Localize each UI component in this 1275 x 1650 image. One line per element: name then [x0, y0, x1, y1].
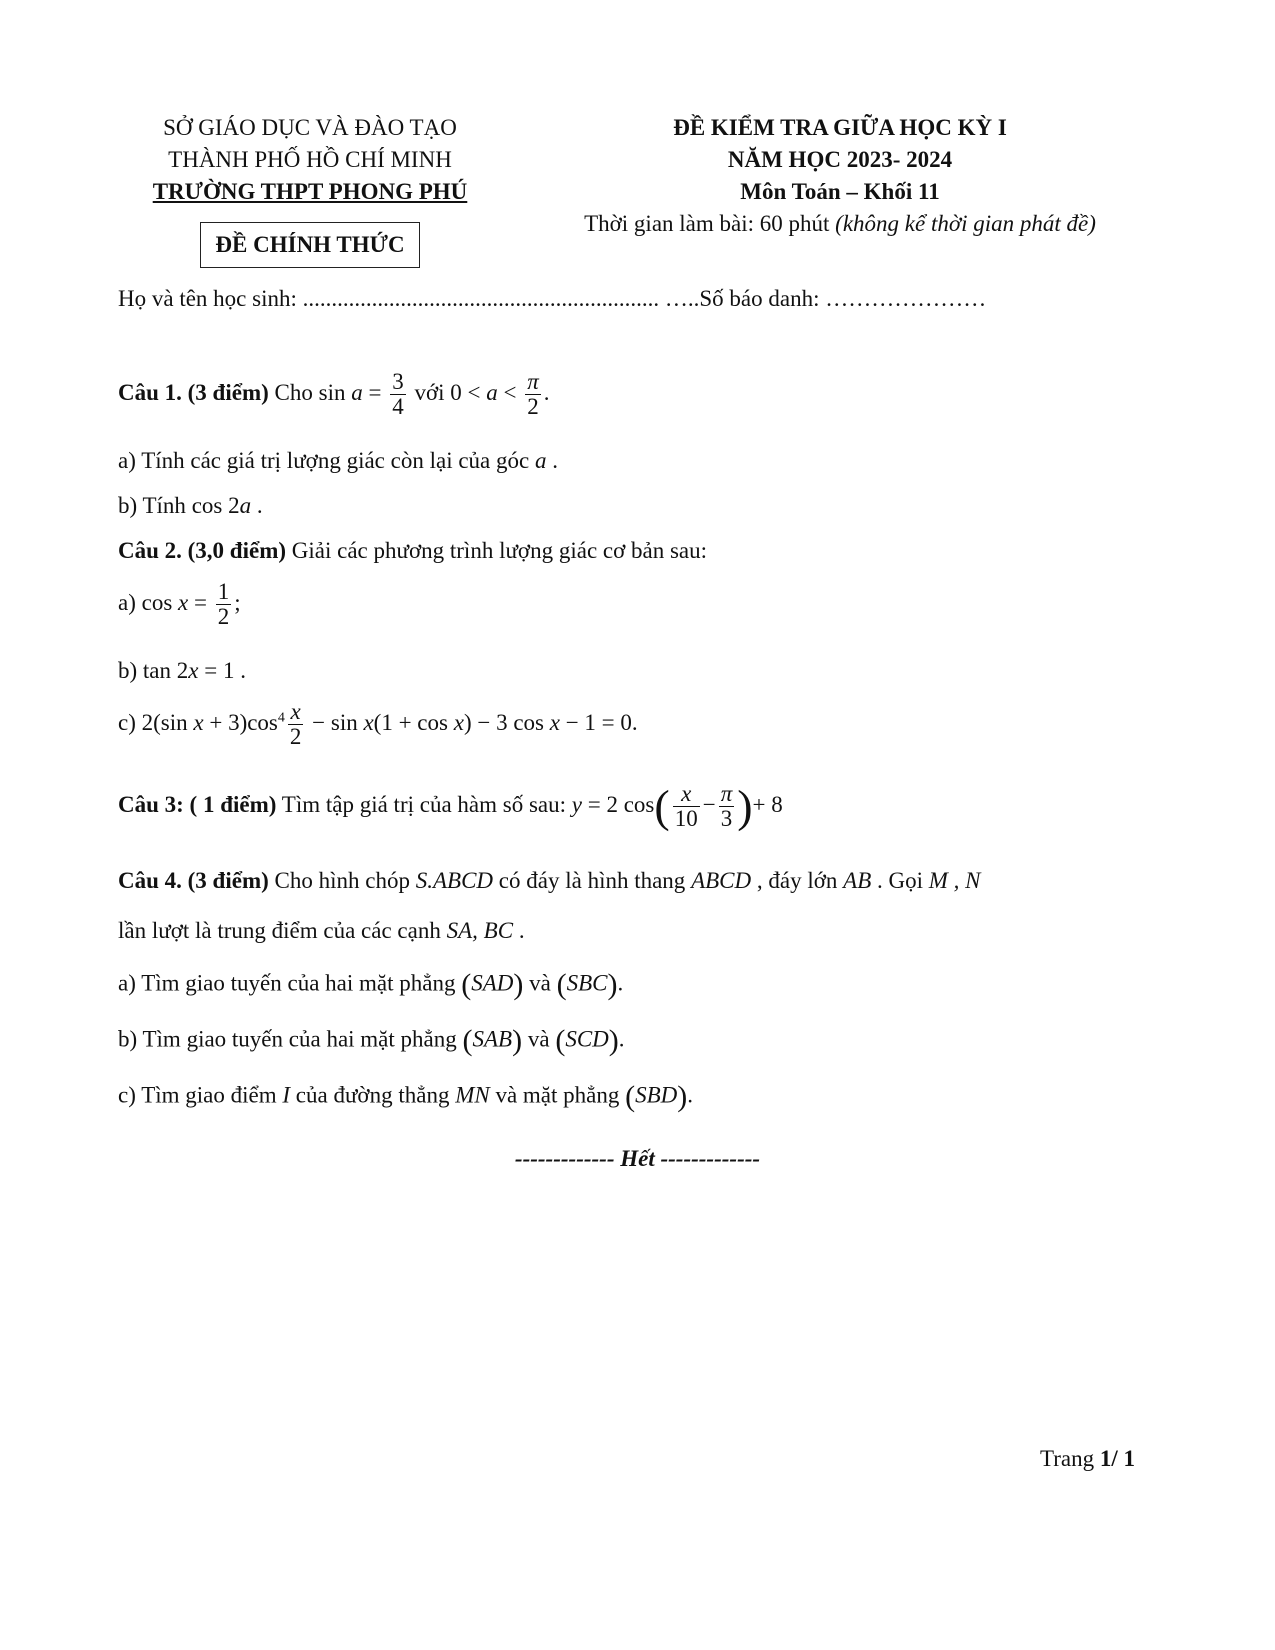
q4-a-plane-2: SBC: [566, 970, 608, 996]
q4-part-b: b) Tìm giao tuyến của hai mặt phẳng (SAB) và (SCD).: [118, 1024, 625, 1057]
q2-c-var-3: x: [453, 709, 464, 735]
q2-c-var-4: x: [549, 709, 560, 735]
q3-eq: = 2 cos: [581, 791, 655, 817]
q4-t1: có đáy là hình thang: [493, 868, 692, 893]
q1-sin: sin: [318, 379, 352, 405]
q1-part-b-var: a: [239, 493, 252, 518]
q3-f2-num: π: [720, 781, 733, 806]
q2-a-cos: cos: [141, 589, 179, 615]
q3-title: Câu 3: ( 1 điểm): [118, 791, 277, 817]
q1-ineq-var: a: [486, 379, 498, 405]
q1-part-a: [118, 448, 558, 474]
q3-minus: −: [702, 791, 716, 817]
q3-y: y: [571, 791, 582, 817]
name-dots: .............................................................. …..: [302, 286, 700, 311]
q2-c-sup: 4: [277, 710, 285, 726]
q2-c-den: 2: [289, 724, 302, 750]
q1-pi: π: [527, 369, 539, 394]
header-left: [100, 112, 520, 268]
q4-b-text: b) Tìm giao tuyến của hai mặt phẳng: [118, 1026, 463, 1052]
end-mark: ------------- Hết -------------: [514, 1146, 761, 1171]
school-name: TRƯỜNG THPT PHONG PHÚ: [152, 179, 468, 204]
q4-c-plane: SBD: [635, 1082, 678, 1108]
q1-part-b-text: b) Tính: [118, 493, 192, 518]
q1-pi-fraction: [525, 370, 541, 419]
q2-a-fraction: [216, 580, 232, 629]
q4-line-2: [118, 918, 525, 944]
q2-a-end: ;: [234, 589, 241, 615]
q4-base: ABCD: [691, 868, 752, 893]
q4-edges: SA, BC: [446, 918, 514, 943]
q2-c-num: x: [288, 700, 304, 725]
student-info-line: [118, 286, 986, 312]
q4-title: Câu 4. (3 điểm): [118, 868, 269, 893]
q2-b-var: x: [188, 658, 199, 683]
q2-b-end: = 1 .: [198, 658, 246, 683]
q2-a-label: a): [118, 589, 142, 615]
time-prefix: Thời gian làm bài: 60 phút: [584, 211, 836, 236]
q2-b-expr: tan 2: [142, 658, 189, 683]
q1-frac-num: 3: [392, 369, 404, 394]
header-right: [530, 112, 1150, 240]
q2-c-label: c): [118, 709, 142, 735]
q1-part-b-expr: cos 2: [191, 493, 240, 518]
subject: Môn Toán – Khối 11: [740, 179, 940, 204]
q1-part-a-end: .: [546, 448, 558, 473]
question-3: [118, 782, 783, 831]
q4-part-c: c) Tìm giao điểm I của đường thẳng MN và mặt phẳng (SBD).: [118, 1080, 694, 1113]
id-label: Số báo danh:: [699, 286, 826, 311]
q2-intro: Giải các phương trình lượng giác cơ bản sau:: [286, 538, 708, 563]
q4-a-plane-1: SAD: [471, 970, 514, 996]
q2-c-p3: − sin: [306, 709, 364, 735]
q4-c-i: I: [282, 1082, 291, 1108]
q1-fraction: [390, 370, 406, 419]
department-line-2: THÀNH PHỐ HỒ CHÍ MINH: [168, 147, 452, 172]
exam-title: ĐỀ KIỂM TRA GIỮA HỌC KỲ I: [673, 115, 1007, 140]
q2-c-var-2: x: [363, 709, 374, 735]
q4-c-mid: của đường thẳng: [290, 1082, 456, 1108]
q2-part-c: [118, 700, 638, 749]
q3-fraction-2: [719, 782, 735, 831]
q1-eq: =: [362, 379, 388, 405]
q3-f2-den: 3: [720, 806, 733, 832]
q4-t3: . Gọi: [871, 868, 929, 893]
q4-c-mn: MN: [455, 1082, 490, 1108]
q4-part-a: a) Tìm giao tuyến của hai mặt phẳng (SAD) và (SBC).: [118, 968, 624, 1001]
q1-with: với: [408, 379, 451, 405]
q1-part-a-var: a: [534, 448, 547, 473]
q2-title: Câu 2. (3,0 điểm): [118, 538, 287, 563]
q2-a-den: 2: [217, 604, 230, 630]
q2-c-p1: 2(sin: [141, 709, 194, 735]
school-year: NĂM HỌC 2023- 2024: [727, 147, 953, 172]
q3-tail: + 8: [752, 791, 783, 817]
q4-big-base: AB: [843, 868, 872, 893]
q3-f1-den: 10: [674, 806, 698, 832]
q2-a-var: x: [178, 589, 189, 615]
time-info: [530, 208, 1150, 240]
q2-c-fraction: [288, 700, 304, 749]
q2-c-p2: + 3)cos: [203, 709, 278, 735]
question-1: [118, 370, 550, 419]
q1-part-b: [118, 493, 263, 519]
q2-c-var-1: x: [193, 709, 204, 735]
question-4: [118, 868, 981, 894]
official-label: ĐỀ CHÍNH THỨC: [200, 222, 419, 268]
q2-part-a: [118, 580, 241, 629]
q2-c-p5: ) − 3 cos: [463, 709, 550, 735]
q2-c-p6: − 1 = 0.: [559, 709, 638, 735]
id-dots: …………………: [825, 286, 987, 311]
q1-intro: Cho: [268, 379, 319, 405]
q4-t2: , đáy lớn: [751, 868, 844, 893]
q4-b-and: và: [522, 1026, 556, 1052]
q1-ineq-mid: <: [497, 379, 523, 405]
q3-fraction-1: [673, 782, 700, 831]
q1-frac-den: 4: [392, 394, 404, 420]
q4-pyramid: S.ABCD: [415, 868, 494, 893]
q1-end: .: [543, 379, 550, 405]
q3-right-paren: ): [737, 780, 753, 832]
department-line-1: SỞ GIÁO DỤC VÀ ĐÀO TẠO: [163, 115, 457, 140]
q4-b-plane-1: SAB: [472, 1026, 513, 1052]
q4-line2-text: lần lượt là trung điểm của các cạnh: [118, 918, 447, 943]
q4-intro: Cho hình chóp: [268, 868, 416, 893]
q3-intro: Tìm tập giá trị của hàm số sau:: [276, 791, 572, 817]
question-2: [118, 538, 707, 564]
q3-left-paren: (: [654, 780, 670, 832]
q2-a-num: 1: [217, 579, 230, 604]
time-note: (không kể thời gian phát đề): [835, 211, 1096, 236]
q4-b-plane-2: SCD: [565, 1026, 609, 1052]
q4-c-text: c) Tìm giao điểm: [118, 1082, 283, 1108]
page-footer: [1040, 1446, 1135, 1472]
q1-var: a: [351, 379, 363, 405]
q4-a-text: a) Tìm giao tuyến của hai mặt phẳng: [118, 970, 462, 996]
q1-ineq-lhs: 0 <: [450, 379, 487, 405]
q2-c-p4: (1 + cos: [373, 709, 454, 735]
name-label: Họ và tên học sinh:: [118, 286, 303, 311]
q1-part-b-end: .: [251, 493, 263, 518]
q4-mn: M , N: [928, 868, 981, 893]
page-number: 1/ 1: [1099, 1446, 1135, 1471]
q4-a-and: và: [523, 970, 557, 996]
q2-b-label: b): [118, 658, 143, 683]
page-prefix: Trang: [1040, 1446, 1100, 1471]
q1-two: 2: [527, 394, 539, 420]
q3-f1-num: x: [673, 782, 700, 807]
q2-a-eq: =: [188, 589, 213, 615]
q4-line2-end: .: [513, 918, 525, 943]
q4-c-mid2: và mặt phẳng: [489, 1082, 626, 1108]
q1-title: Câu 1. (3 điểm): [118, 379, 269, 405]
q1-part-a-text: a) Tính các giá trị lượng giác còn lại của góc: [118, 448, 535, 473]
q2-part-b: [118, 658, 246, 684]
